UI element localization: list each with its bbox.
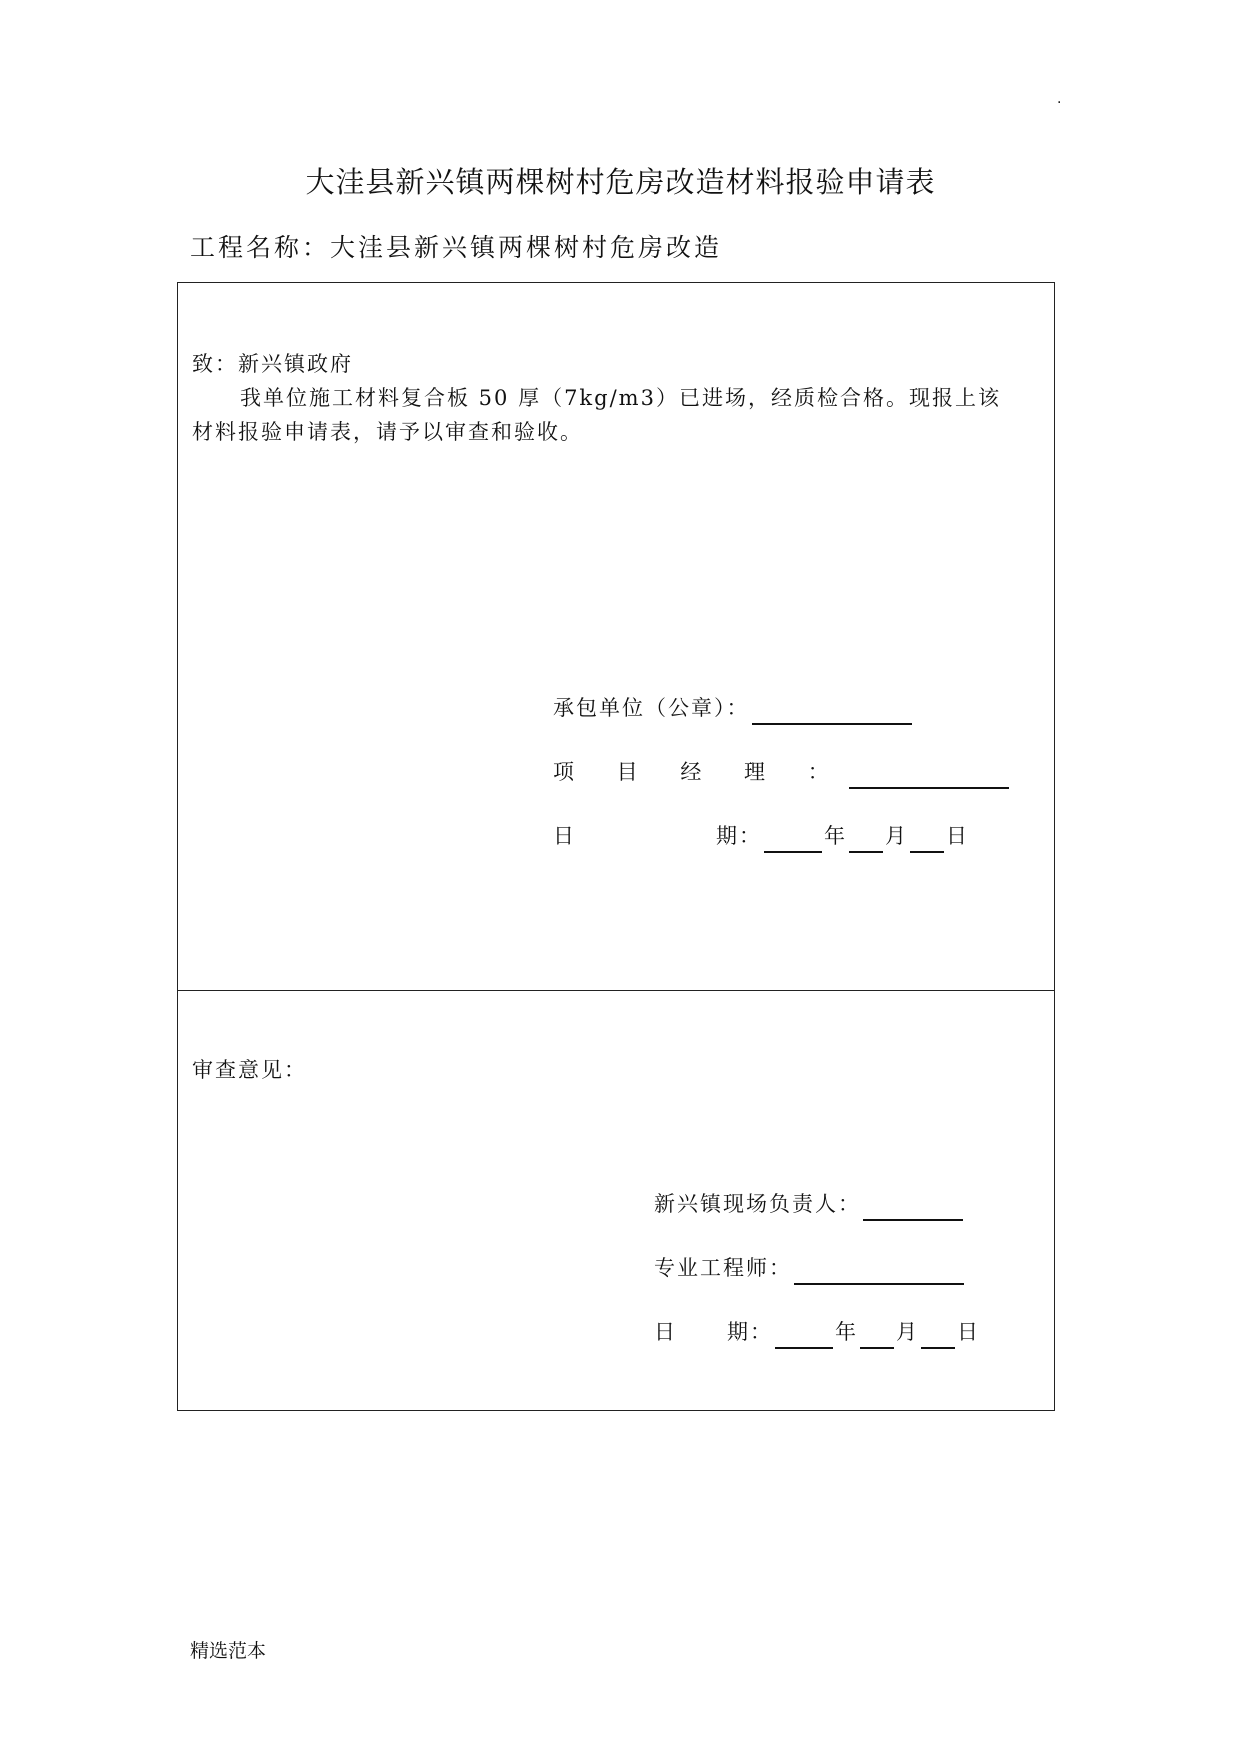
month-blank[interactable]: [849, 829, 883, 853]
review-opinion-label: 审查意见：: [192, 1058, 307, 1082]
day-blank[interactable]: [910, 829, 944, 853]
day-label: 日: [957, 1320, 980, 1344]
manager-label: 项 目 经 理 ：: [553, 760, 847, 784]
application-body-line-1: 我单位施工材料复合板 50 厚（7kg/m3）已进场，经质检合格。现报上该: [240, 386, 1001, 410]
engineer-label: 专业工程师：: [654, 1256, 792, 1280]
engineer-signature-line[interactable]: [794, 1261, 964, 1285]
contractor-row: [553, 691, 914, 725]
day-label: 日: [946, 824, 969, 848]
site-leader-row: [654, 1187, 965, 1221]
engineer-row: [654, 1251, 966, 1285]
manager-signature-line[interactable]: [849, 765, 1009, 789]
month-label: 月: [885, 824, 908, 848]
corner-mark: ·: [1057, 95, 1062, 111]
year-blank[interactable]: [775, 1325, 833, 1349]
month-label: 月: [896, 1320, 919, 1344]
page-title: 大洼县新兴镇两棵树村危房改造材料报验申请表: [305, 165, 936, 199]
addressee: 致：新兴镇政府: [192, 352, 353, 376]
application-date-row: [553, 819, 969, 853]
year-label: 年: [824, 824, 847, 848]
month-blank[interactable]: [860, 1325, 894, 1349]
site-leader-label: 新兴镇现场负责人：: [654, 1192, 861, 1216]
review-date-row: [654, 1315, 980, 1349]
date-label-period: 期：: [727, 1320, 773, 1344]
footer-label: 精选范本: [190, 1640, 267, 1662]
date-label-day: 日: [553, 824, 576, 848]
application-body-line-2: 材料报验申请表，请予以审查和验收。: [192, 420, 583, 444]
table-divider: [178, 990, 1054, 991]
year-blank[interactable]: [764, 829, 822, 853]
application-form-table: [177, 282, 1055, 1411]
year-label: 年: [835, 1320, 858, 1344]
contractor-signature-line[interactable]: [752, 701, 912, 725]
day-blank[interactable]: [921, 1325, 955, 1349]
contractor-label: 承包单位（公章）：: [553, 696, 750, 720]
date-label-day: 日: [654, 1320, 677, 1344]
date-label-period: 期：: [716, 824, 762, 848]
project-name-line: 工程名称：大洼县新兴镇两棵树村危房改造: [190, 233, 723, 262]
manager-row: [553, 755, 1011, 789]
site-leader-signature-line[interactable]: [863, 1197, 963, 1221]
